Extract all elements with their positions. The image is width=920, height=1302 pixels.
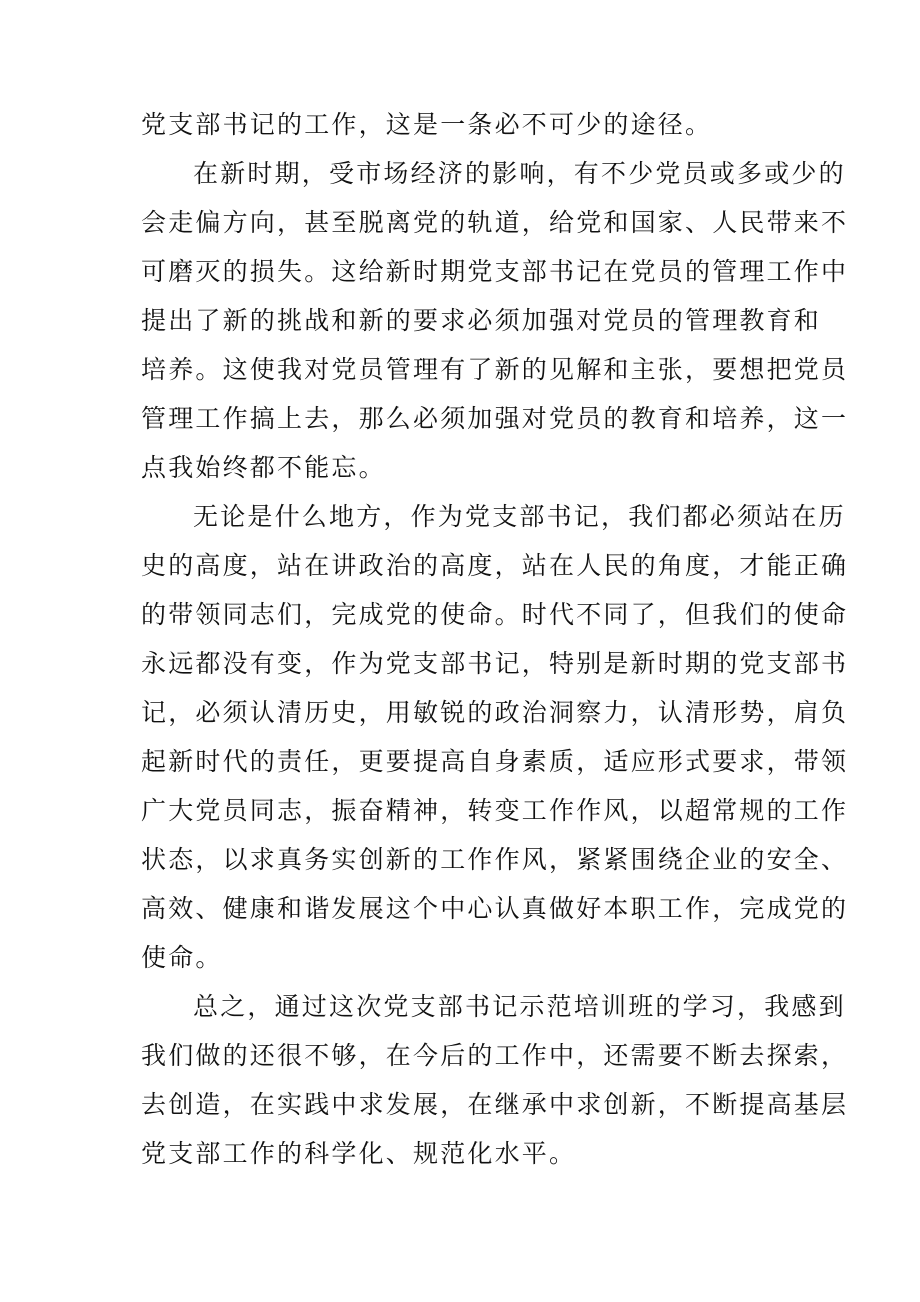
text-line: 广大党员同志，振奋精神，转变工作作风，以超常规的工作	[141, 796, 849, 825]
paragraph-4	[141, 982, 849, 1178]
text-line: 点我始终都不能忘。	[141, 453, 386, 482]
paragraph-3	[141, 492, 849, 982]
text-line: 我们做的还很不够，在今后的工作中，还需要不断去探索，	[141, 1041, 849, 1070]
text-line: 管理工作搞上去，那么必须加强对党员的教育和培养，这一	[141, 404, 849, 433]
text-line: 起新时代的责任，更要提高自身素质，适应形式要求，带领	[141, 747, 849, 776]
text-line: 党支部书记的工作，这是一条必不可少的途径。	[141, 110, 713, 139]
paragraph-1	[141, 100, 781, 149]
text-line: 使命。	[141, 943, 223, 972]
text-line: 的带领同志们，完成党的使命。时代不同了，但我们的使命	[141, 600, 849, 629]
text-line: 会走偏方向，甚至脱离党的轨道，给党和国家、人民带来不	[141, 208, 849, 237]
paragraph-2	[141, 149, 849, 492]
text-line: 高效、健康和谐发展这个中心认真做好本职工作，完成党的	[141, 894, 849, 923]
document-body	[141, 100, 849, 1178]
text-line: 提出了新的挑战和新的要求必须加强对党员的管理教育和	[141, 306, 822, 335]
text-line: 党支部工作的科学化、规范化水平。	[141, 1139, 577, 1168]
text-line: 史的高度，站在讲政治的高度，站在人民的角度，才能正确	[141, 551, 849, 580]
text-line: 去创造，在实践中求发展，在继承中求创新，不断提高基层	[141, 1090, 849, 1119]
text-line: 培养。这使我对党员管理有了新的见解和主张，要想把党员	[141, 355, 849, 384]
text-line: 永远都没有变，作为党支部书记，特别是新时期的党支部书	[141, 649, 849, 678]
text-line: 无论是什么地方，作为党支部书记，我们都必须站在历	[193, 502, 846, 531]
text-line: 在新时期，受市场经济的影响，有不少党员或多或少的	[193, 159, 846, 188]
text-line: 总之，通过这次党支部书记示范培训班的学习，我感到	[193, 992, 846, 1021]
text-line: 可磨灭的损失。这给新时期党支部书记在党员的管理工作中	[141, 257, 849, 286]
text-line: 记，必须认清历史，用敏锐的政治洞察力，认清形势，肩负	[141, 698, 849, 727]
text-line: 状态，以求真务实创新的工作作风，紧紧围绕企业的安全、	[141, 845, 849, 874]
